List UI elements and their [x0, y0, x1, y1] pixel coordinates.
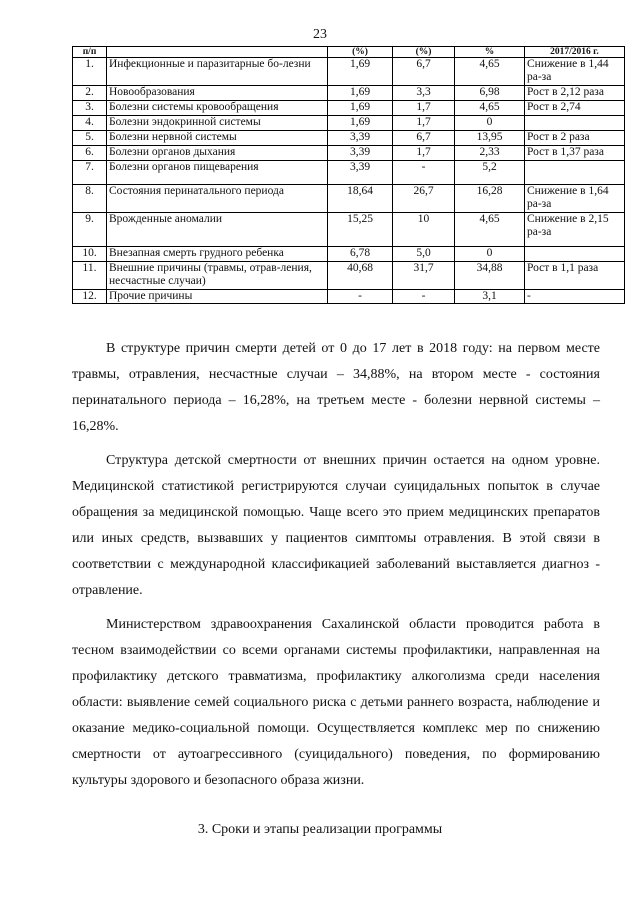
row-cause: Болезни нервной системы: [107, 131, 328, 146]
row-number: 5.: [73, 131, 107, 146]
table-row: [73, 185, 625, 213]
row-value-a: 18,64: [328, 185, 393, 213]
row-value-c: 3,1: [455, 290, 525, 304]
row-value-b: 6,7: [393, 131, 455, 146]
row-value-b: 3,3: [393, 86, 455, 101]
row-cause: Врожденные аномалии: [107, 213, 328, 247]
table-row: [73, 116, 625, 131]
row-value-a: 1,69: [328, 116, 393, 131]
row-number: 4.: [73, 116, 107, 131]
row-value-c: 16,28: [455, 185, 525, 213]
table-row: [73, 290, 625, 304]
row-value-a: 1,69: [328, 101, 393, 116]
mortality-causes-table: [72, 46, 625, 304]
row-value-c: 5,2: [455, 161, 525, 185]
row-value-a: 1,69: [328, 86, 393, 101]
row-value-b: 31,7: [393, 262, 455, 290]
row-value-c: 4,65: [455, 101, 525, 116]
row-value-b: 1,7: [393, 101, 455, 116]
header-cause: [107, 47, 328, 58]
row-cause: Болезни эндокринной системы: [107, 116, 328, 131]
row-change: Рост в 2,12 раза: [525, 86, 625, 101]
row-cause: Болезни органов дыхания: [107, 146, 328, 161]
row-change: -: [525, 290, 625, 304]
row-change: Снижение в 2,15 ра-за: [525, 213, 625, 247]
row-value-a: 6,78: [328, 247, 393, 262]
row-cause: Болезни органов пищеварения: [107, 161, 328, 185]
row-change: [525, 116, 625, 131]
row-value-c: 4,65: [455, 58, 525, 86]
row-value-b: 10: [393, 213, 455, 247]
row-value-a: 3,39: [328, 131, 393, 146]
row-cause: Инфекционные и паразитарные бо-лезни: [107, 58, 328, 86]
row-cause: Состояния перинатального периода: [107, 185, 328, 213]
body-text: [72, 336, 600, 794]
row-number: 11.: [73, 262, 107, 290]
row-cause: Новообразования: [107, 86, 328, 101]
paragraph: Министерством здравоохранения Сахалинской области проводится работа в тесном взаимодействии со всеми органами системы профилактики, направленная на профилактику детского травматизма, профилактику алкоголизма среди населения области: выявление семей социального риска с детьми раннего возраста, наблюдение и оказание медико-социальной помощи. Осуществляется комплекс мер по снижению смертности от аутоагрессивного (суицидального) поведения, по формированию культуры здорового и безопасного образа жизни.: [72, 617, 600, 788]
row-value-a: 1,69: [328, 58, 393, 86]
row-cause: Прочие причины: [107, 290, 328, 304]
table-header-row: [73, 47, 625, 58]
row-number: 9.: [73, 213, 107, 247]
table-row: [73, 247, 625, 262]
row-number: 3.: [73, 101, 107, 116]
row-cause: Внешние причины (травмы, отрав-ления, несчастные случаи): [107, 262, 328, 290]
row-value-a: 3,39: [328, 161, 393, 185]
row-value-c: 34,88: [455, 262, 525, 290]
page-number: 23: [313, 27, 327, 42]
row-change: Рост в 2,74: [525, 101, 625, 116]
row-value-b: 1,7: [393, 116, 455, 131]
row-value-a: 3,39: [328, 146, 393, 161]
row-change: Снижение в 1,44 ра-за: [525, 58, 625, 86]
table-row: [73, 146, 625, 161]
row-value-a: 40,68: [328, 262, 393, 290]
row-value-a: -: [328, 290, 393, 304]
header-change: 2017/2016 г.: [525, 47, 625, 58]
table-row: [73, 131, 625, 146]
table-row: [73, 213, 625, 247]
row-value-b: -: [393, 290, 455, 304]
header-share-b: (%): [393, 47, 455, 58]
row-value-b: 1,7: [393, 146, 455, 161]
row-cause: Болезни системы кровообращения: [107, 101, 328, 116]
row-change: Рост в 2 раза: [525, 131, 625, 146]
row-value-b: 5,0: [393, 247, 455, 262]
row-value-c: 6,98: [455, 86, 525, 101]
header-share-a: (%): [328, 47, 393, 58]
row-value-c: 0: [455, 116, 525, 131]
row-cause: Внезапная смерть грудного ребенка: [107, 247, 328, 262]
row-value-b: -: [393, 161, 455, 185]
header-number: п/п: [73, 47, 107, 58]
table-row: [73, 101, 625, 116]
row-number: 2.: [73, 86, 107, 101]
row-number: 6.: [73, 146, 107, 161]
section-heading: 3. Сроки и этапы реализации программы: [197, 822, 443, 837]
row-change: Снижение в 1,64 ра-за: [525, 185, 625, 213]
row-value-c: 4,65: [455, 213, 525, 247]
table-row: [73, 161, 625, 185]
row-change: Рост в 1,37 раза: [525, 146, 625, 161]
table-row: [73, 58, 625, 86]
row-value-a: 15,25: [328, 213, 393, 247]
table-row: [73, 262, 625, 290]
row-number: 8.: [73, 185, 107, 213]
paragraph: В структуре причин смерти детей от 0 до 17 лет в 2018 году: на первом месте травмы, отравления, несчастные случаи – 34,88%, на втором месте - состояния перинатального периода – 16,28%, на третьем месте - болезни нервной системы – 16,28%.: [72, 341, 600, 434]
row-value-b: 6,7: [393, 58, 455, 86]
paragraph: Структура детской смертности от внешних причин остается на одном уровне. Медицинской статистикой регистрируются случаи суицидальных попыток в случае обращения за медицинской помощью. Чаще всего это прием медицинских препаратов или иных средств, вызвавших у пациентов симптомы отравления. В этой связи в соответствии с международной классификацией заболеваний выставляется диагноз - отравление.: [72, 453, 600, 598]
row-value-c: 0: [455, 247, 525, 262]
row-number: 1.: [73, 58, 107, 86]
row-value-c: 2,33: [455, 146, 525, 161]
row-number: 10.: [73, 247, 107, 262]
row-number: 12.: [73, 290, 107, 304]
row-change: Рост в 1,1 раза: [525, 262, 625, 290]
row-change: [525, 247, 625, 262]
row-value-c: 13,95: [455, 131, 525, 146]
table-row: [73, 86, 625, 101]
header-share-c: %: [455, 47, 525, 58]
row-value-b: 26,7: [393, 185, 455, 213]
row-number: 7.: [73, 161, 107, 185]
row-change: [525, 161, 625, 185]
